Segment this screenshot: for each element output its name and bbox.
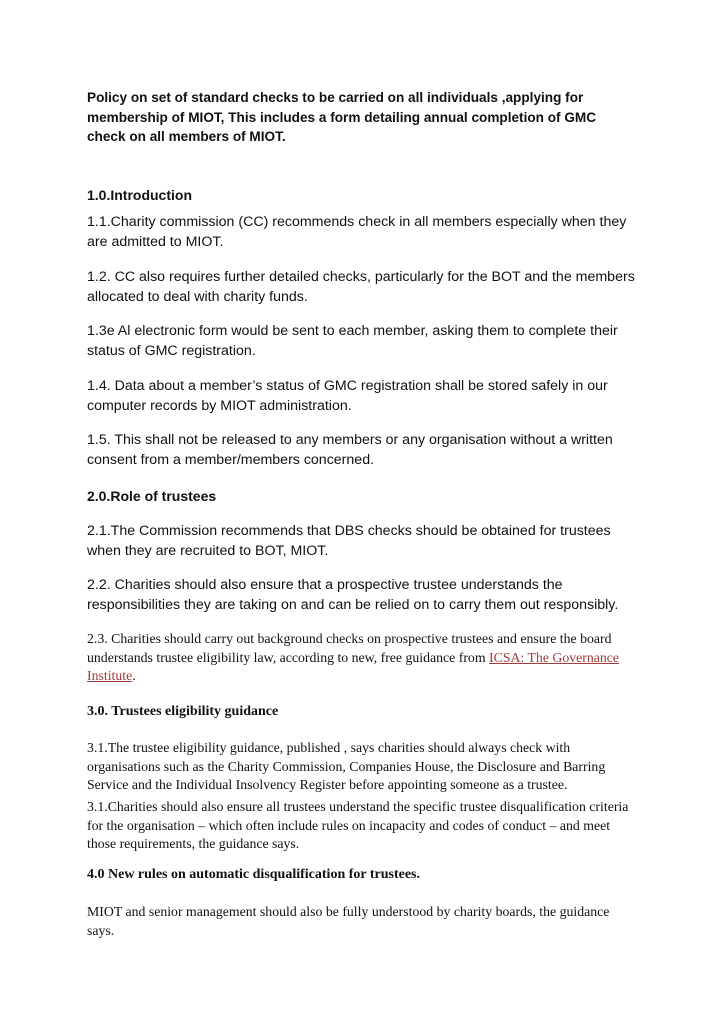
paragraph-2-3-end: . — [132, 668, 136, 683]
paragraph-2-3 — [87, 630, 632, 686]
section-3-heading: 3.0. Trustees eligibility guidance — [87, 704, 279, 719]
section-4-heading: 4.0 New rules on automatic disqualification for trustees. — [87, 867, 420, 882]
paragraph-1-5: 1.5. This shall not be released to any members or any organisation without a written consent from a member/members concerned. — [87, 432, 613, 468]
section-1-heading: 1.0.Introduction — [87, 187, 192, 203]
paragraph-1-1: 1.1.Charity commission (CC) recommends check in all members especially when they are admitted to MIOT. — [87, 214, 627, 250]
paragraph-1-4: 1.4. Data about a member’s status of GMC registration shall be stored safely in our computer records by MIOT administration. — [87, 378, 608, 414]
section-2-heading: 2.0.Role of trustees — [87, 488, 217, 504]
paragraph-2-3-text: 2.3. Charities should carry out background checks on prospective trustees and ensure the board understands trustee eligibility law, according to new, free guidance from — [87, 631, 612, 665]
paragraph-3-1b: 3.1.Charities should also ensure all trustees understand the specific trustee disqualification criteria for the organisation – which often include rules on incapacity and codes of conduct – and meet those requirements, the guidance says. — [87, 799, 629, 851]
paragraph-1-3: 1.3e Al electronic form would be sent to each member, asking them to complete their status of GMC registration. — [87, 323, 618, 359]
document-title: Policy on set of standard checks to be carried on all individuals ,applying for membership of MIOT, This includes a form detailing annual completion of GMC check on all members of MIOT. — [87, 90, 597, 144]
paragraph-4-1: MIOT and senior management should also be fully understood by charity boards, the guidance says. — [87, 904, 610, 938]
paragraph-3-1: 3.1.The trustee eligibility guidance, published , says charities should always check with organisations such as the Charity Commission, Companies House, the Disclosure and Barring Service and the Individual Insolvency Register before appointing someone as a trustee. — [87, 740, 606, 792]
paragraph-2-2: 2.2. Charities should also ensure that a prospective trustee understands the responsibilities they are taking on and can be relied on to carry them out responsibly. — [87, 577, 619, 613]
icsa-link[interactable]: ICSA: The Governance Institute — [87, 649, 620, 683]
paragraph-1-2: 1.2. CC also requires further detailed checks, particularly for the BOT and the members allocated to deal with charity funds. — [87, 269, 635, 305]
paragraph-2-1: 2.1.The Commission recommends that DBS checks should be obtained for trustees when they are recruited to BOT, MIOT. — [87, 523, 611, 559]
